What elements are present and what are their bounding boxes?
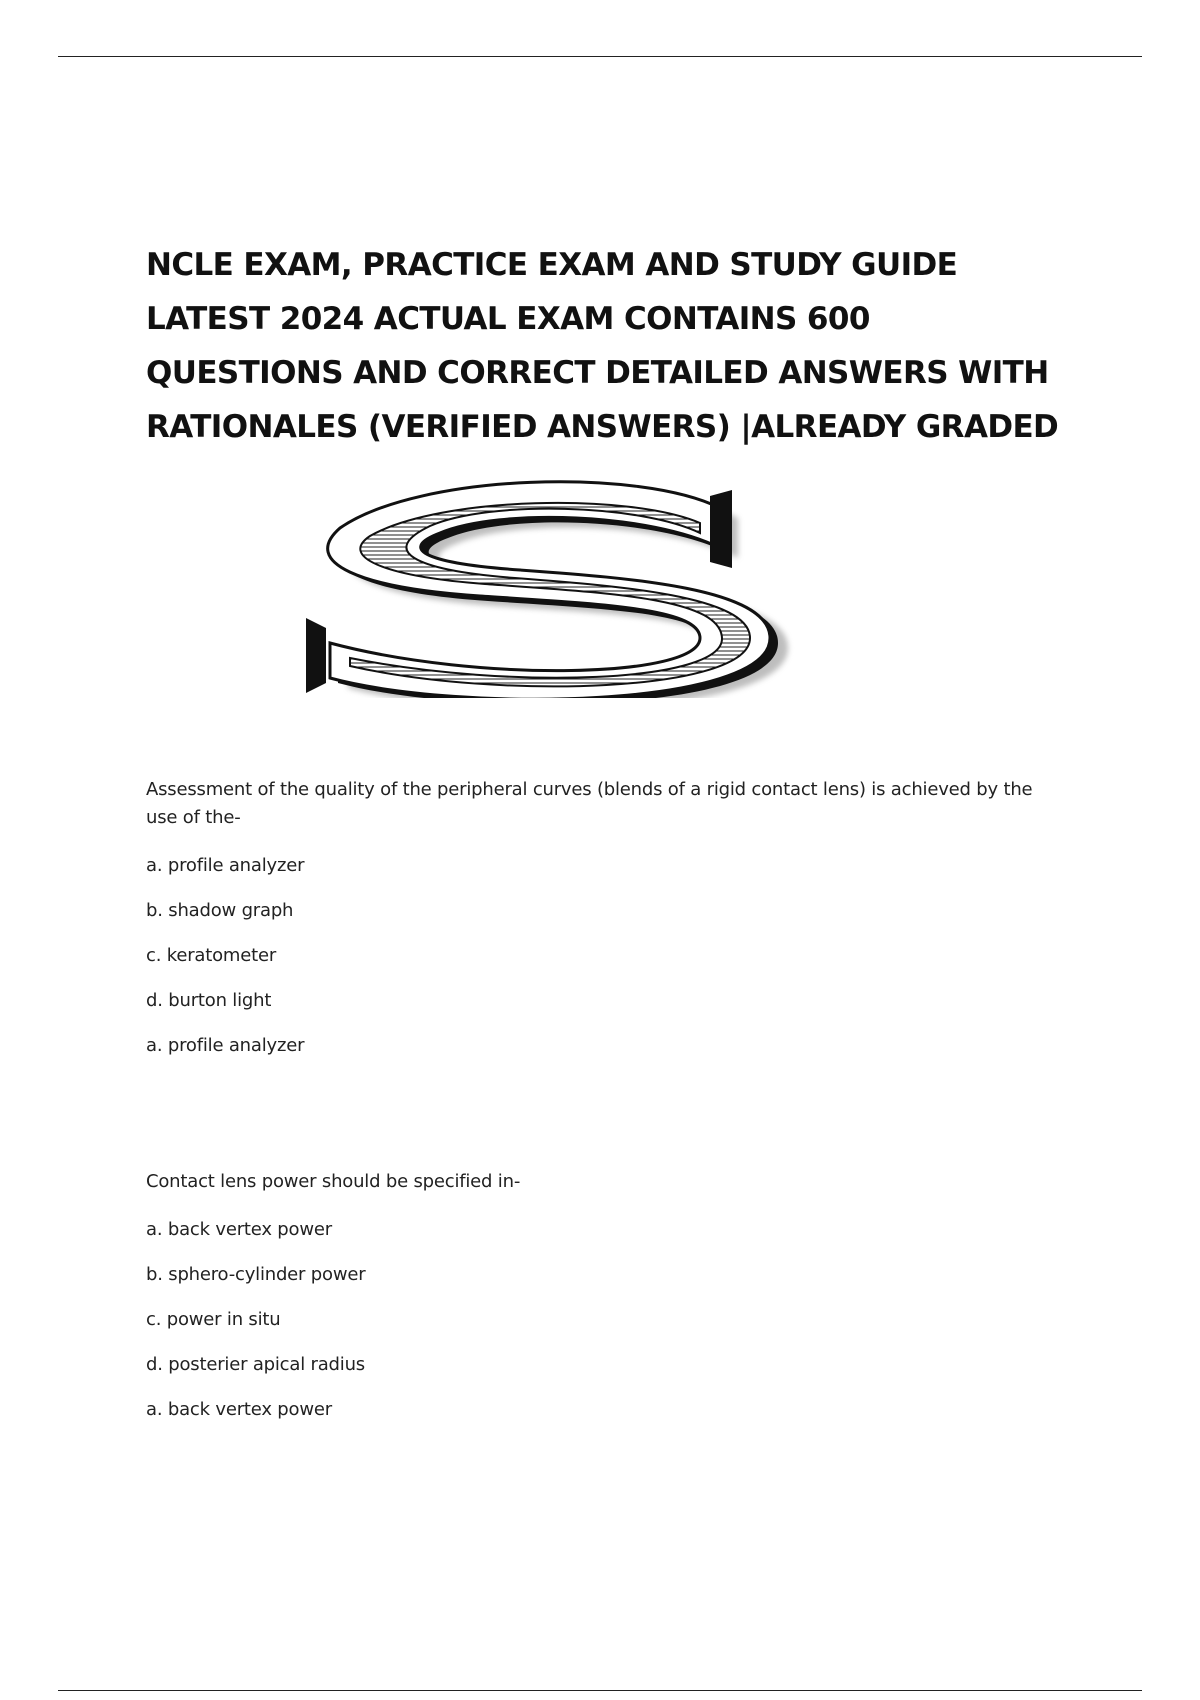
option-d: d. burton light bbox=[146, 990, 272, 1011]
top-rule bbox=[58, 56, 1142, 57]
option-a: a. profile analyzer bbox=[146, 855, 305, 876]
correct-answer: a. profile analyzer bbox=[146, 1035, 305, 1056]
option-c: c. keratometer bbox=[146, 945, 277, 966]
question-stem: Contact lens power should be specified in- bbox=[146, 1171, 521, 1192]
option-c: c. power in situ bbox=[146, 1309, 281, 1330]
bottom-rule bbox=[58, 1690, 1142, 1691]
correct-answer: a. back vertex power bbox=[146, 1399, 332, 1420]
option-a: a. back vertex power bbox=[146, 1219, 332, 1240]
question-2 bbox=[146, 1168, 1066, 1441]
option-b: b. sphero-cylinder power bbox=[146, 1264, 366, 1285]
question-stem: Assessment of the quality of the peripheral curves (blends of a rigid contact lens) is achieved by the use of the- bbox=[146, 779, 1033, 828]
option-b: b. shadow graph bbox=[146, 900, 294, 921]
document-title: NCLE EXAM, PRACTICE EXAM AND STUDY GUIDE LATEST 2024 ACTUAL EXAM CONTAINS 600 QUESTIONS AND CORRECT DETAILED ANSWERS WITH RATIONALES (VERIFIED ANSWERS) |ALREADY GRADED bbox=[146, 247, 1059, 445]
letter-s-logo-icon bbox=[300, 478, 820, 698]
question-1 bbox=[146, 776, 1066, 1077]
option-d: d. posterier apical radius bbox=[146, 1354, 365, 1375]
